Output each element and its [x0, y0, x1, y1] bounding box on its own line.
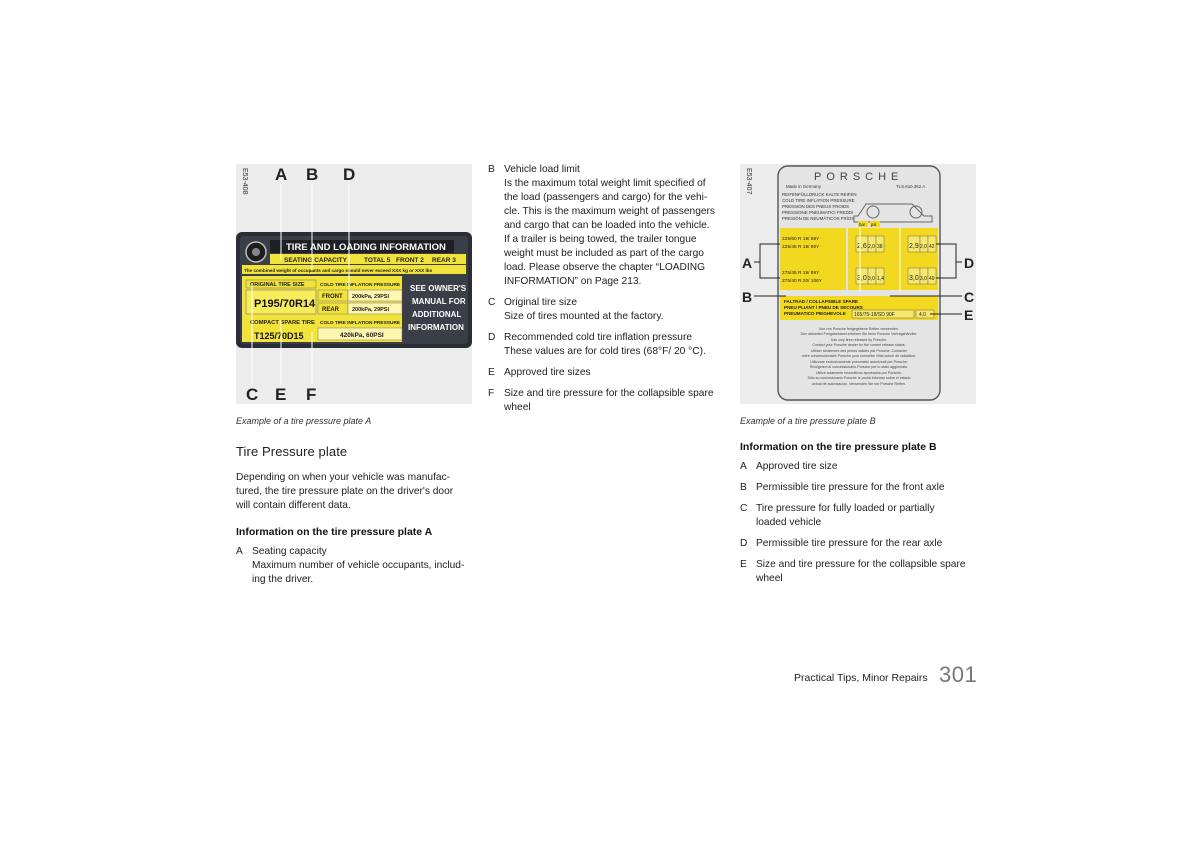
item-line: Size and tire pressure for the collapsible spare	[504, 388, 714, 399]
plate-b-r1-v1: 2,6	[857, 243, 867, 250]
callout-d: D	[343, 165, 356, 184]
item-key: B	[740, 482, 747, 493]
plate-b-psi: psi	[871, 222, 877, 227]
plate-b-r1-v5: 2,0	[920, 244, 927, 250]
plate-b-fine-1: Nur von Porsche freigegebene Reifen verwenden.	[819, 327, 899, 331]
plate-b-header-3: PRESSION DES PNEUS FROIDS	[782, 204, 850, 209]
plate-b-header-1: REIFENFÜLLDRUCK KALTE REIFEN	[782, 192, 857, 197]
item-key: C	[740, 503, 748, 514]
item-line: cle. This is the maximum weight of passengers	[504, 206, 716, 217]
plate-a-subheading: Information on the tire pressure plate A	[236, 526, 433, 538]
plate-b-r1-v4: 2,9	[909, 243, 919, 250]
item-line: Approved tire sizes	[504, 367, 591, 378]
item-text	[756, 558, 966, 586]
item-key: A	[236, 546, 243, 557]
plate-a-cold-label: COLD TIRE INFLATION PRESSURE	[320, 283, 401, 288]
intro-line-2: tured, the tire pressure plate on the driver's door	[236, 486, 454, 497]
plate-b-item-c	[740, 502, 980, 532]
item-key: D	[488, 332, 496, 343]
plate-a-orig-label: ORIGINAL TIRE SIZE	[250, 282, 305, 288]
plate-b-fine-6: votre concessionnaire Porsche pour connaître l'état actuel de validation.	[801, 354, 917, 358]
item-line: Size of tires mounted at the factory.	[504, 311, 664, 322]
item-text	[504, 366, 591, 380]
item-key: E	[740, 559, 747, 570]
plate-b-item-e	[740, 558, 980, 588]
figure-plate-a	[236, 164, 472, 404]
item-line: INFORMATION” on Page 213.	[504, 276, 642, 287]
item-line: Permissible tire pressure for the rear axle	[756, 538, 943, 549]
plate-b-fine-9: Utilice solamente neumáticos aprobados por Porsche.	[815, 371, 903, 375]
plate-a-item-c	[488, 296, 728, 326]
item-line: Size and tire pressure for the collapsible spare	[756, 559, 966, 570]
item-text	[756, 481, 945, 495]
intro-line-3: will contain different data.	[236, 500, 351, 511]
callout-f: F	[306, 385, 317, 404]
plate-a-rear-label: REAR	[322, 307, 340, 313]
plate-a-code: E53-408	[241, 168, 248, 195]
plate-a-see-owner-4: INFORMATION	[408, 323, 464, 332]
callout-b-c: C	[964, 289, 975, 305]
page-title: Tire Pressure plate	[236, 444, 348, 459]
plate-b-fine-10: Sólo su concesionario Porsche le podrá informar sobre el estado	[807, 376, 911, 380]
item-key: D	[740, 538, 748, 549]
page-number: 301	[939, 662, 978, 687]
figure-plate-b	[740, 164, 976, 404]
item-line: load. Please observe the chapter “LOADING	[504, 262, 706, 273]
plate-a-item-f	[488, 387, 728, 417]
plate-b-size-1: 225/60 R 19/ 88Y	[782, 237, 820, 242]
item-line: wheel	[756, 573, 783, 584]
callout-b-b: B	[742, 289, 753, 305]
plate-a-see-owner-1: SEE OWNER'S	[410, 284, 467, 293]
plate-a-item-e	[488, 366, 728, 382]
plate-a-rear: REAR 3	[432, 257, 456, 264]
plate-b-brand: PORSCHE	[814, 171, 904, 183]
intro-paragraph	[236, 471, 476, 513]
plate-b-made-in: Made in Germany	[786, 184, 821, 189]
plate-a-item-d	[488, 331, 728, 361]
figure-b-caption: Example of a tire pressure plate B	[740, 416, 876, 426]
item-line: These values are for cold tires (68°F/ 20 °C).	[504, 346, 706, 357]
callout-b-a: A	[742, 255, 753, 271]
callout-c: C	[246, 385, 259, 404]
plate-b-spare-value: 4,0	[919, 312, 926, 318]
plate-b-fine-7: Utilizzare esclusivamente pneumatici autorizzati per Porsche.	[810, 360, 908, 364]
item-line: Recommended cold tire inflation pressure	[504, 332, 692, 343]
item-text	[504, 296, 664, 324]
figure-a-caption: Example of a tire pressure plate A	[236, 416, 372, 426]
callout-b-d: D	[964, 255, 975, 271]
tire-plate-b-illustration	[740, 164, 976, 404]
plate-a-spare-size: T125/70D15	[254, 331, 304, 341]
item-line: Vehicle load limit	[504, 164, 580, 175]
plate-b-spare-h1: FALTRAD / COLLAPSIBLE SPARE	[784, 299, 859, 304]
item-line: Approved tire size	[756, 461, 838, 472]
plate-b-bar: bar	[859, 222, 866, 227]
plate-a-front-value: 200kPa, 29PSI	[352, 294, 390, 300]
item-line: Is the maximum total weight limit specified of	[504, 178, 706, 189]
item-line: Original tire size	[504, 297, 578, 308]
plate-b-r2-v2: 3,0	[868, 276, 875, 282]
item-line: If a trailer is being towed, the trailer tongue	[504, 234, 697, 245]
footer-section-title: Practical Tips, Minor Repairs	[794, 672, 928, 684]
plate-b-size-2: 225/45 R 18/ 90Y	[782, 245, 820, 250]
plate-b-fine-11: actual de autorización. Verwenden Sie nur Porsche Reifen.	[812, 382, 906, 386]
plate-b-size-3: 275/45 R 19/ 89Y	[782, 271, 820, 276]
plate-b-size-4: 275/40 R 20/ 106Y	[782, 279, 823, 284]
plate-a-front: FRONT 2	[396, 257, 424, 264]
item-line: and cargo that can be loaded into the vehicle.	[504, 220, 710, 231]
plate-a-spare-value: 420kPa, 60PSI	[340, 332, 384, 339]
item-line: Tire pressure for fully loaded or partially	[756, 503, 935, 514]
item-key: E	[488, 367, 495, 378]
item-text	[504, 387, 714, 415]
plate-b-part-no: TLS.610.352.A	[896, 184, 926, 189]
item-text	[756, 460, 838, 474]
plate-a-item-a	[236, 545, 476, 589]
plate-a-title: TIRE AND LOADING INFORMATION	[286, 242, 446, 253]
plate-b-fine-4: Contact your Porsche dealer for the current release status.	[812, 343, 906, 347]
plate-b-item-a	[740, 460, 980, 476]
item-line: Maximum number of vehicle occupants, includ-	[252, 560, 465, 571]
plate-b-r2-v4: 3,0	[909, 275, 919, 282]
plate-b-spare-h2: PNEU PLIANT / PNEU DE SECOURS	[784, 305, 863, 310]
plate-a-combined: The combined weight of occupants and cargo should never exceed XXX kg or XXX lbs	[244, 268, 433, 273]
plate-b-header-4: PRESSIONE PNEUMATICI FREDDI	[782, 210, 854, 215]
item-line: wheel	[504, 402, 531, 413]
item-text	[504, 331, 706, 359]
plate-a-see-owner-2: MANUAL FOR	[412, 297, 466, 306]
plate-a-total: TOTAL 5	[364, 257, 391, 264]
plate-b-header-5: PRESIÓN DE NEUMÁTICOS FRÍOS	[782, 216, 855, 221]
plate-a-compact-spare: COMPACT SPARE TIRE	[250, 320, 315, 326]
item-text	[252, 545, 464, 587]
tire-plate-a-illustration	[236, 164, 472, 404]
plate-b-fine-3: Use only tires released by Porsche.	[830, 338, 888, 342]
callout-e: E	[275, 385, 287, 404]
callout-b-e: E	[964, 307, 974, 323]
item-text	[504, 163, 715, 289]
plate-b-r1-v3: 38	[877, 244, 883, 250]
item-key: A	[740, 461, 747, 472]
item-line: Seating capacity	[252, 546, 327, 557]
plate-a-cold-label-2: COLD TIRE INFLATION PRESSURE	[320, 321, 401, 326]
plate-a-seating: SEATING CAPACITY	[284, 257, 347, 264]
plate-b-r1-v6: 42	[929, 244, 935, 250]
item-line: Permissible tire pressure for the front axle	[756, 482, 945, 493]
item-key: B	[488, 164, 495, 175]
plate-b-spare-h3: PNEUMATICO PIEGHEVOLE	[784, 311, 846, 316]
plate-a-tire-size: P195/70R14	[254, 298, 316, 310]
item-line: weight must be included as part of the cargo	[504, 248, 704, 259]
item-text	[756, 502, 935, 530]
plate-b-code: E53-407	[745, 168, 752, 195]
item-line: the load (passengers and cargo) for the vehi-	[504, 192, 708, 203]
plate-a-item-b	[488, 163, 728, 291]
plate-a-see-owner-3: ADDITIONAL	[412, 310, 462, 319]
plate-b-spare-size: 165/75-18/SD 90F	[854, 312, 895, 318]
plate-b-r2-v3: 1,4	[877, 276, 884, 282]
plate-b-r2-v5: 3,0	[920, 276, 927, 282]
item-key: F	[488, 388, 495, 399]
plate-b-r2-v1: 3,0	[857, 275, 867, 282]
callout-a: A	[275, 165, 288, 184]
plate-a-rear-value: 200kPa, 29PSI	[352, 307, 390, 313]
plate-b-fine-8: Rivolgetevi al concessionario Porsche per lo stato aggiornato.	[809, 365, 909, 369]
plate-b-fine-5: Utiliser seulement des pneus validés par Porsche. Contacter	[810, 349, 908, 353]
intro-line-1: Depending on when your vehicle was manufac-	[236, 472, 451, 483]
plate-b-r1-v2: 2,0	[868, 244, 875, 250]
plate-b-item-d	[740, 537, 980, 553]
plate-b-r2-v6: 49	[929, 276, 935, 282]
plate-a-front-label: FRONT	[322, 294, 343, 300]
plate-b-header-2: COLD TIRE INFLATION PRESSURE	[782, 198, 855, 203]
item-line: loaded vehicle	[756, 517, 822, 528]
item-text	[756, 537, 942, 551]
plate-b-item-b	[740, 481, 980, 497]
callout-b: B	[306, 165, 319, 184]
item-line: ing the driver.	[252, 574, 314, 585]
plate-b-subheading: Information on the tire pressure plate B	[740, 441, 937, 453]
item-key: C	[488, 297, 496, 308]
plate-b-fine-2: Den aktuellen Freigabestand erfahren Sie beim Porsche Vertragshändler.	[800, 332, 918, 336]
